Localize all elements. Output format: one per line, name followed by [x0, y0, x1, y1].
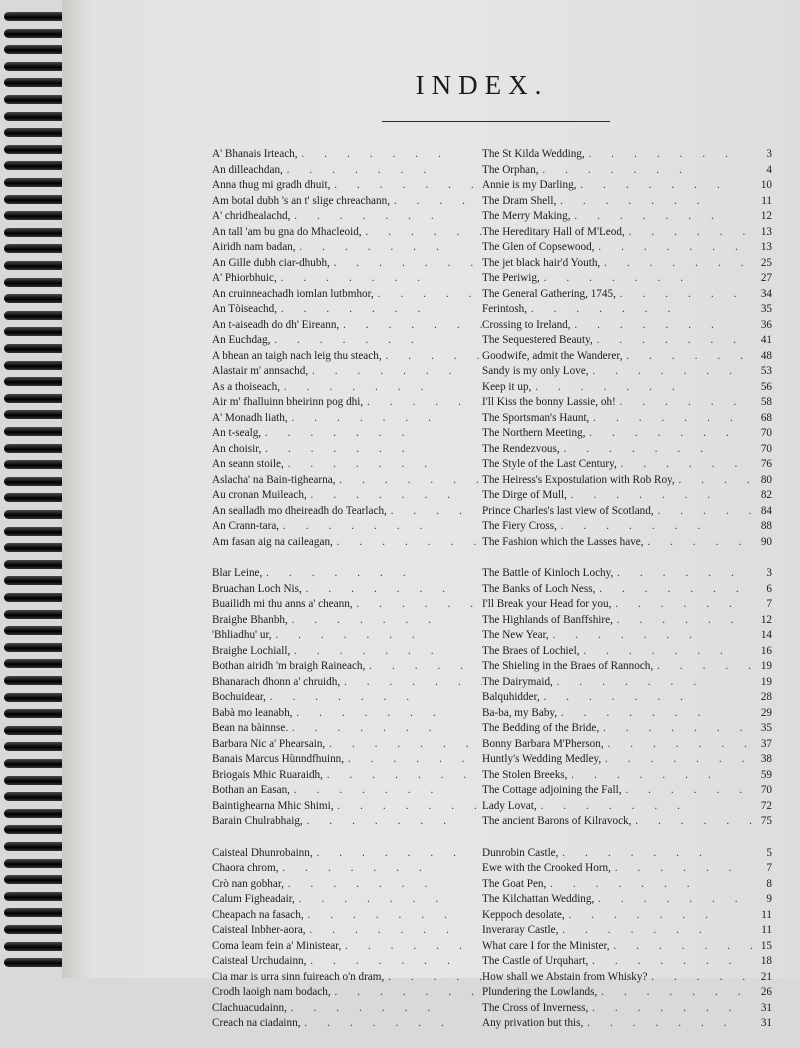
book-page — [62, 0, 800, 1029]
gaelic-title: Bothan airidh 'm braigh Raineach, . — [212, 659, 482, 675]
english-title: The Glen of Copsewood, . — [482, 240, 752, 256]
gaelic-title: Bruachan Loch Nis, . — [212, 582, 482, 598]
page-number: 76 — [760, 458, 772, 470]
index-entry — [212, 411, 772, 427]
binding-coil — [4, 726, 66, 735]
gaelic-title: Airidh nam badan, . — [212, 240, 482, 256]
binding-coil — [4, 427, 66, 436]
gaelic-title: Clachuacudainn, . — [212, 1001, 482, 1017]
index-entry — [212, 442, 772, 458]
page-number: 70 — [760, 442, 772, 455]
gaelic-title: Caisteal Dhunrobainn, . — [212, 846, 482, 862]
index-entry — [212, 488, 772, 504]
gaelic-title: As a thoiseach, . — [212, 380, 482, 396]
binding-coil — [4, 958, 66, 967]
page-number: 12 — [760, 613, 772, 626]
gaelic-title: Aslacha' na Bain-tighearna, . — [212, 473, 482, 489]
binding-coil — [4, 278, 66, 287]
index-entry — [212, 721, 772, 737]
binding-coil — [4, 892, 66, 901]
binding-coil — [4, 859, 66, 868]
page-number: 12 — [760, 210, 772, 222]
page-number: 41 — [760, 334, 772, 346]
index-entry — [212, 597, 772, 613]
binding-coil — [4, 875, 66, 884]
index-entry — [212, 923, 772, 939]
gaelic-title: Briogais Mhic Ruaraidh, . — [212, 768, 482, 784]
gaelic-title: A bhean an taigh nach leig thu steach, . — [212, 349, 482, 365]
page-number: 35 — [760, 303, 772, 315]
index-entry — [212, 364, 772, 380]
page-number: 70 — [760, 427, 772, 439]
index-entry — [212, 582, 772, 598]
index-entry — [212, 473, 772, 489]
index-entry — [212, 457, 772, 473]
binding-coil — [4, 825, 66, 834]
english-title: Annie is my Darling, . — [482, 178, 752, 194]
gaelic-title: Am botal dubh 's an t' slige chreachann, . — [212, 194, 482, 210]
page-number: 88 — [760, 520, 772, 532]
page-number: 84 — [760, 504, 772, 517]
gaelic-title: Barain Chulrabhaig, . — [212, 814, 482, 830]
index-entry — [212, 675, 772, 691]
page-number: 8 — [766, 877, 772, 890]
index-entry — [212, 163, 772, 179]
gaelic-title: An sealladh mo dheireadh do Tearlach, . — [212, 504, 482, 520]
gaelic-title: Bochuidear, . — [212, 690, 482, 706]
english-title: Any privation but this, . — [482, 1016, 752, 1032]
english-title: Huntly's Wedding Medley, . — [482, 752, 752, 768]
index-entry — [212, 892, 772, 908]
index-entry — [212, 613, 772, 629]
index-entry — [212, 737, 772, 753]
gaelic-title: Calum Figheadair, . — [212, 892, 482, 908]
binding-coil — [4, 29, 66, 38]
gaelic-title: Banais Marcus Hùnndfhuinn, . — [212, 752, 482, 768]
gaelic-title: Buailidh mi thu anns a' cheann, . — [212, 597, 482, 613]
page-number: 9 — [766, 893, 772, 905]
binding-coil — [4, 908, 66, 917]
page-number: 35 — [760, 722, 772, 734]
english-title: The ancient Barons of Kilravock, . — [482, 814, 752, 830]
index-entry — [212, 504, 772, 520]
english-title: The Cottage adjoining the Fall, . — [482, 783, 752, 799]
gaelic-title: Barbara Nic a' Phearsain, . — [212, 737, 482, 753]
index-entry — [212, 240, 772, 256]
gaelic-title: An Crann-tara, . — [212, 519, 482, 535]
gaelic-title: An dilleachdan, . — [212, 163, 482, 179]
english-title: The Sequestered Beauty, . — [482, 333, 752, 349]
english-title: Dunrobin Castle, . — [482, 846, 752, 862]
binding-coil — [4, 294, 66, 303]
index-entry — [212, 908, 772, 924]
english-title: The Heiress's Expostulation with Rob Roy, . — [482, 473, 752, 489]
gaelic-title: An Tòiseachd, . — [212, 302, 482, 318]
binding-coil — [4, 659, 66, 668]
page-number: 19 — [760, 660, 772, 672]
english-title: Sandy is my only Love, . — [482, 364, 752, 380]
gaelic-title: Babà mo leanabh, . — [212, 706, 482, 722]
gaelic-title: Anna thug mi gradh dhuit, . — [212, 178, 482, 194]
binding-coil — [4, 776, 66, 785]
index-entry — [212, 566, 772, 582]
gaelic-title: An Gille dubh ciar-dhubh, . — [212, 256, 482, 272]
index-entry — [212, 395, 772, 411]
page-number: 68 — [760, 411, 772, 424]
index-entry — [212, 1016, 772, 1032]
index-entry — [212, 225, 772, 241]
english-title: How shall we Abstain from Whisky? . — [482, 970, 752, 986]
binding-coil — [4, 211, 66, 220]
english-title: The Kilchattan Wedding, . — [482, 892, 752, 908]
binding-coil — [4, 112, 66, 121]
page-number: 37 — [760, 737, 772, 750]
index-entry — [212, 380, 772, 396]
english-title: Lady Lovat, . — [482, 799, 752, 815]
binding-coil — [4, 593, 66, 602]
english-title: The Castle of Urquhart, . — [482, 954, 752, 970]
page-number: 13 — [760, 241, 772, 253]
index-entry — [212, 752, 772, 768]
gaelic-title: Cia mar is urra sinn fuireach o'n dram, . — [212, 970, 482, 986]
index-entry — [212, 318, 772, 334]
gaelic-title: A' Phiorbhuic, . — [212, 271, 482, 287]
index-entry — [212, 954, 772, 970]
binding-coil — [4, 78, 66, 87]
english-title: The Orphan, . — [482, 163, 752, 179]
binding-coil — [4, 344, 66, 353]
gaelic-title: An choisir, . — [212, 442, 482, 458]
page-number: 3 — [766, 567, 772, 579]
index-entry — [212, 519, 772, 535]
gaelic-title: A' chridhealachd, . — [212, 209, 482, 225]
binding-coil — [4, 792, 66, 801]
binding-coil — [4, 560, 66, 569]
english-title: Plundering the Lowlands, . — [482, 985, 752, 1001]
page-number: 28 — [760, 691, 772, 703]
page-number: 31 — [760, 1001, 772, 1014]
binding-coil — [4, 626, 66, 635]
binding-coil — [4, 610, 66, 619]
index-entry — [212, 783, 772, 799]
page-number: 70 — [760, 784, 772, 796]
page-number: 3 — [766, 148, 772, 160]
gaelic-title: Baintighearna Mhic Shimi, . — [212, 799, 482, 815]
binding-coil — [4, 576, 66, 585]
index-entry — [212, 690, 772, 706]
binding-coil — [4, 942, 66, 951]
binding-coil — [4, 460, 66, 469]
binding-coil — [4, 377, 66, 386]
english-title: Ferintosh, . — [482, 302, 752, 318]
binding-coil — [4, 62, 66, 71]
binding-coil — [4, 228, 66, 237]
gaelic-title: A' Bhanais Irteach, . — [212, 147, 482, 163]
binding-coil — [4, 925, 66, 934]
gaelic-title: Au cronan Muileach, . — [212, 488, 482, 504]
page-number: 21 — [760, 970, 772, 983]
page-number: 27 — [760, 272, 772, 284]
page-number: 18 — [760, 955, 772, 967]
page-number: 10 — [760, 179, 772, 191]
english-title: The Dairymaid, . — [482, 675, 752, 691]
index-entry — [212, 644, 772, 660]
english-title: The New Year, . — [482, 628, 752, 644]
gaelic-title: Am fasan aig na caileagan, . — [212, 535, 482, 551]
page-number: 80 — [760, 473, 772, 486]
binding-coil — [4, 676, 66, 685]
page-number: 11 — [761, 194, 772, 207]
gaelic-title: Crodh laoigh nam bodach, . — [212, 985, 482, 1001]
english-title: The Fiery Cross, . — [482, 519, 752, 535]
binding-coil — [4, 543, 66, 552]
gaelic-title: Creach na ciadainn, . — [212, 1016, 482, 1032]
binding-coil — [4, 195, 66, 204]
page-number: 14 — [760, 629, 772, 641]
page-number: 75 — [760, 815, 772, 827]
english-title: The Highlands of Banffshire, . — [482, 613, 752, 629]
binding-coil — [4, 759, 66, 768]
english-title: The Hereditary Hall of M'Leod, . — [482, 225, 752, 241]
index-entry — [212, 814, 772, 830]
index-entry — [212, 333, 772, 349]
english-title: What care I for the Minister, . — [482, 939, 752, 955]
page-number: 31 — [760, 1017, 772, 1029]
binding-coil — [4, 261, 66, 270]
page-number: 19 — [760, 675, 772, 688]
index-section — [212, 147, 772, 550]
english-title: The Sportsman's Haunt, . — [482, 411, 752, 427]
index-entry — [212, 287, 772, 303]
english-title: The Banks of Loch Ness, . — [482, 582, 752, 598]
page-number: 7 — [766, 598, 772, 610]
gaelic-title: Chaora chrom, . — [212, 861, 482, 877]
binding-coil — [4, 809, 66, 818]
index-entry — [212, 535, 772, 551]
page-number: 34 — [760, 287, 772, 300]
index-entry — [212, 939, 772, 955]
index-entry — [212, 302, 772, 318]
binding-coil — [4, 477, 66, 486]
binding-coil — [4, 311, 66, 320]
index-entry — [212, 256, 772, 272]
index-entry — [212, 659, 772, 675]
index-list — [212, 147, 772, 1048]
index-entry — [212, 768, 772, 784]
binding-coil — [4, 842, 66, 851]
english-title: Ewe with the Crooked Horn, . — [482, 861, 752, 877]
index-section — [212, 846, 772, 1032]
english-title: The Bedding of the Bride, . — [482, 721, 752, 737]
index-entry — [212, 628, 772, 644]
index-entry — [212, 706, 772, 722]
page-number: 58 — [760, 396, 772, 408]
index-entry — [212, 271, 772, 287]
page-number: 38 — [760, 753, 772, 765]
english-title: The Cross of Inverness, . — [482, 1001, 752, 1017]
english-title: The Braes of Lochiel, . — [482, 644, 752, 660]
english-title: The Style of the Last Century, . — [482, 457, 752, 473]
gaelic-title: Caisteal Inbher-aora, . — [212, 923, 482, 939]
english-title: The Goat Pen, . — [482, 877, 752, 893]
binding-coil — [4, 493, 66, 502]
page-number: 29 — [760, 706, 772, 719]
binding-coil — [4, 12, 66, 21]
index-entry — [212, 985, 772, 1001]
english-title: Bonny Barbara M'Pherson, . — [482, 737, 752, 753]
index-entry — [212, 799, 772, 815]
index-entry — [212, 194, 772, 210]
english-title: The Periwig, . — [482, 271, 752, 287]
page-number: 56 — [760, 380, 772, 393]
binding-coil — [4, 693, 66, 702]
page-number: 53 — [760, 365, 772, 377]
binding-coil — [4, 128, 66, 137]
english-title: The jet black hair'd Youth, . — [482, 256, 752, 272]
gaelic-title: An t-aiseadh do dh' Eireann, . — [212, 318, 482, 334]
index-entry — [212, 846, 772, 862]
english-title: Crossing to Ireland, . — [482, 318, 752, 334]
gaelic-title: Bhanarach dhonn a' chruidh, . — [212, 675, 482, 691]
english-title: Goodwife, admit the Wanderer, . — [482, 349, 752, 365]
binding-coil — [4, 643, 66, 652]
gaelic-title: 'Bhliadhu' ur, . — [212, 628, 482, 644]
gaelic-title: An tall 'am bu gna do Mhacleoid, . — [212, 225, 482, 241]
page-number: 82 — [760, 489, 772, 501]
binding-coil — [4, 527, 66, 536]
english-title: I'll Kiss the bonny Lassie, oh! . — [482, 395, 752, 411]
gaelic-title: Cheapach na fasach, . — [212, 908, 482, 924]
gaelic-title: Caisteal Urchudainn, . — [212, 954, 482, 970]
gaelic-title: An seann stoile, . — [212, 457, 482, 473]
page-number: 4 — [766, 163, 772, 176]
english-title: The Shieling in the Braes of Rannoch, . — [482, 659, 752, 675]
gaelic-title: An cruinneachadh iomlan lutbmhor, . — [212, 287, 482, 303]
binding-coil — [4, 510, 66, 519]
index-entry — [212, 178, 772, 194]
page-number: 6 — [766, 582, 772, 595]
binding-coil — [4, 45, 66, 54]
page-number: 90 — [760, 535, 772, 548]
gaelic-title: An t-sealg, . — [212, 426, 482, 442]
binding-coil — [4, 742, 66, 751]
gaelic-title: Bean na bàinnse. . — [212, 721, 482, 737]
page-number: 48 — [760, 349, 772, 362]
page-number: 25 — [760, 256, 772, 269]
english-title: The Battle of Kinloch Lochy, . — [482, 566, 752, 582]
english-title: The Stolen Breeks, . — [482, 768, 752, 784]
gaelic-title: An Euchdag, . — [212, 333, 482, 349]
gaelic-title: Bothan an Easan, . — [212, 783, 482, 799]
english-title: The Fashion which the Lasses have, . — [482, 535, 752, 551]
gaelic-title: Coma leam fein a' Ministear, . — [212, 939, 482, 955]
page-number: 15 — [760, 939, 772, 952]
english-title: Inveraray Castle, . — [482, 923, 752, 939]
english-title: The Dirge of Mull, . — [482, 488, 752, 504]
english-title: Prince Charles's last view of Scotland, . — [482, 504, 752, 520]
index-entry — [212, 877, 772, 893]
english-title: Ba-ba, my Baby, . — [482, 706, 752, 722]
gaelic-title: Braighe Lochiall, . — [212, 644, 482, 660]
index-entry — [212, 861, 772, 877]
index-entry — [212, 426, 772, 442]
binding-coil — [4, 444, 66, 453]
binding-coil — [4, 145, 66, 154]
binding-coil — [4, 178, 66, 187]
english-title: I'll Break your Head for you, . — [482, 597, 752, 613]
page-title: INDEX. — [415, 70, 549, 100]
binding-coil — [4, 394, 66, 403]
page-number: 59 — [760, 768, 772, 781]
english-title: The Northern Meeting, . — [482, 426, 752, 442]
english-title: The General Gathering, 1745, . — [482, 287, 752, 303]
binding-coil — [4, 709, 66, 718]
binding-coil — [4, 244, 66, 253]
binding-coil — [4, 95, 66, 104]
page-number: 26 — [760, 986, 772, 998]
english-title: Keep it up, . — [482, 380, 752, 396]
english-title: The Rendezvous, . — [482, 442, 752, 458]
page-number: 36 — [760, 318, 772, 331]
page-number: 11 — [761, 924, 772, 936]
page-number: 72 — [760, 799, 772, 812]
binding-coil — [4, 361, 66, 370]
title-divider — [382, 121, 610, 122]
english-title: The Dram Shell, . — [482, 194, 752, 210]
english-title: The St Kilda Wedding, . — [482, 147, 752, 163]
english-title: Keppoch desolate, . — [482, 908, 752, 924]
index-entry — [212, 147, 772, 163]
binding-coil — [4, 161, 66, 170]
english-title: The Merry Making, . — [482, 209, 752, 225]
page-number: 7 — [766, 862, 772, 874]
page-number: 11 — [761, 908, 772, 921]
english-title: Balquhidder, . — [482, 690, 752, 706]
page-number: 16 — [760, 644, 772, 657]
gaelic-title: Crò nan gobhar, . — [212, 877, 482, 893]
index-entry — [212, 209, 772, 225]
binding-coil — [4, 327, 66, 336]
gaelic-title: Alastair m' annsachd, . — [212, 364, 482, 380]
index-entry — [212, 349, 772, 365]
gaelic-title: Air m' fhalluinn bheirinn pog dhi, . — [212, 395, 482, 411]
page-number: 13 — [760, 225, 772, 238]
index-entry — [212, 970, 772, 986]
gaelic-title: Blar Leine, . — [212, 566, 482, 582]
gaelic-title: A' Monadh liath, . — [212, 411, 482, 427]
gaelic-title: Braighe Bhanbh, . — [212, 613, 482, 629]
page-number: 5 — [766, 846, 772, 859]
binding-coil — [4, 410, 66, 419]
index-entry — [212, 1001, 772, 1017]
index-section — [212, 566, 772, 830]
